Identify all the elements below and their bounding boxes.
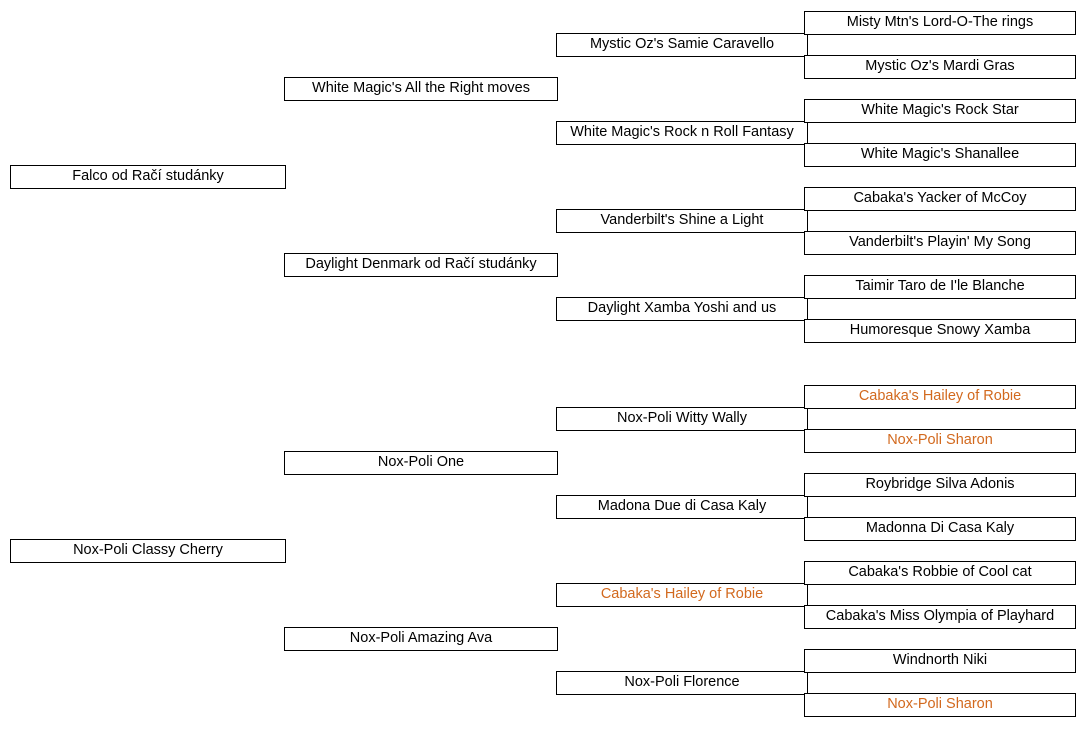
pedigree-node[interactable]: Misty Mtn's Lord-O-The rings: [804, 11, 1076, 35]
pedigree-node[interactable]: Mystic Oz's Mardi Gras: [804, 55, 1076, 79]
pedigree-node[interactable]: Taimir Taro de I'le Blanche: [804, 275, 1076, 299]
pedigree-node[interactable]: Daylight Denmark od Račí studánky: [284, 253, 558, 277]
pedigree-node[interactable]: Madona Due di Casa Kaly: [556, 495, 808, 519]
pedigree-node[interactable]: Roybridge Silva Adonis: [804, 473, 1076, 497]
pedigree-node[interactable]: White Magic's Shanallee: [804, 143, 1076, 167]
pedigree-node[interactable]: White Magic's Rock n Roll Fantasy: [556, 121, 808, 145]
pedigree-node[interactable]: Windnorth Niki: [804, 649, 1076, 673]
pedigree-node[interactable]: Vanderbilt's Shine a Light: [556, 209, 808, 233]
pedigree-node[interactable]: Cabaka's Hailey of Robie: [556, 583, 808, 607]
pedigree-node[interactable]: Nox-Poli Witty Wally: [556, 407, 808, 431]
pedigree-node[interactable]: White Magic's All the Right moves: [284, 77, 558, 101]
pedigree-node[interactable]: Cabaka's Robbie of Cool cat: [804, 561, 1076, 585]
pedigree-node[interactable]: Nox-Poli One: [284, 451, 558, 475]
pedigree-node[interactable]: Nox-Poli Florence: [556, 671, 808, 695]
pedigree-node[interactable]: Vanderbilt's Playin' My Song: [804, 231, 1076, 255]
pedigree-node[interactable]: Falco od Račí studánky: [10, 165, 286, 189]
pedigree-node[interactable]: Nox-Poli Sharon: [804, 429, 1076, 453]
pedigree-node[interactable]: Cabaka's Miss Olympia of Playhard: [804, 605, 1076, 629]
pedigree-node[interactable]: Daylight Xamba Yoshi and us: [556, 297, 808, 321]
pedigree-node[interactable]: Nox-Poli Amazing Ava: [284, 627, 558, 651]
pedigree-node[interactable]: Cabaka's Hailey of Robie: [804, 385, 1076, 409]
pedigree-node[interactable]: Mystic Oz's Samie Caravello: [556, 33, 808, 57]
pedigree-node[interactable]: Humoresque Snowy Xamba: [804, 319, 1076, 343]
pedigree-node[interactable]: Madonna Di Casa Kaly: [804, 517, 1076, 541]
pedigree-node[interactable]: Cabaka's Yacker of McCoy: [804, 187, 1076, 211]
pedigree-node[interactable]: Nox-Poli Sharon: [804, 693, 1076, 717]
pedigree-node[interactable]: Nox-Poli Classy Cherry: [10, 539, 286, 563]
pedigree-node[interactable]: White Magic's Rock Star: [804, 99, 1076, 123]
